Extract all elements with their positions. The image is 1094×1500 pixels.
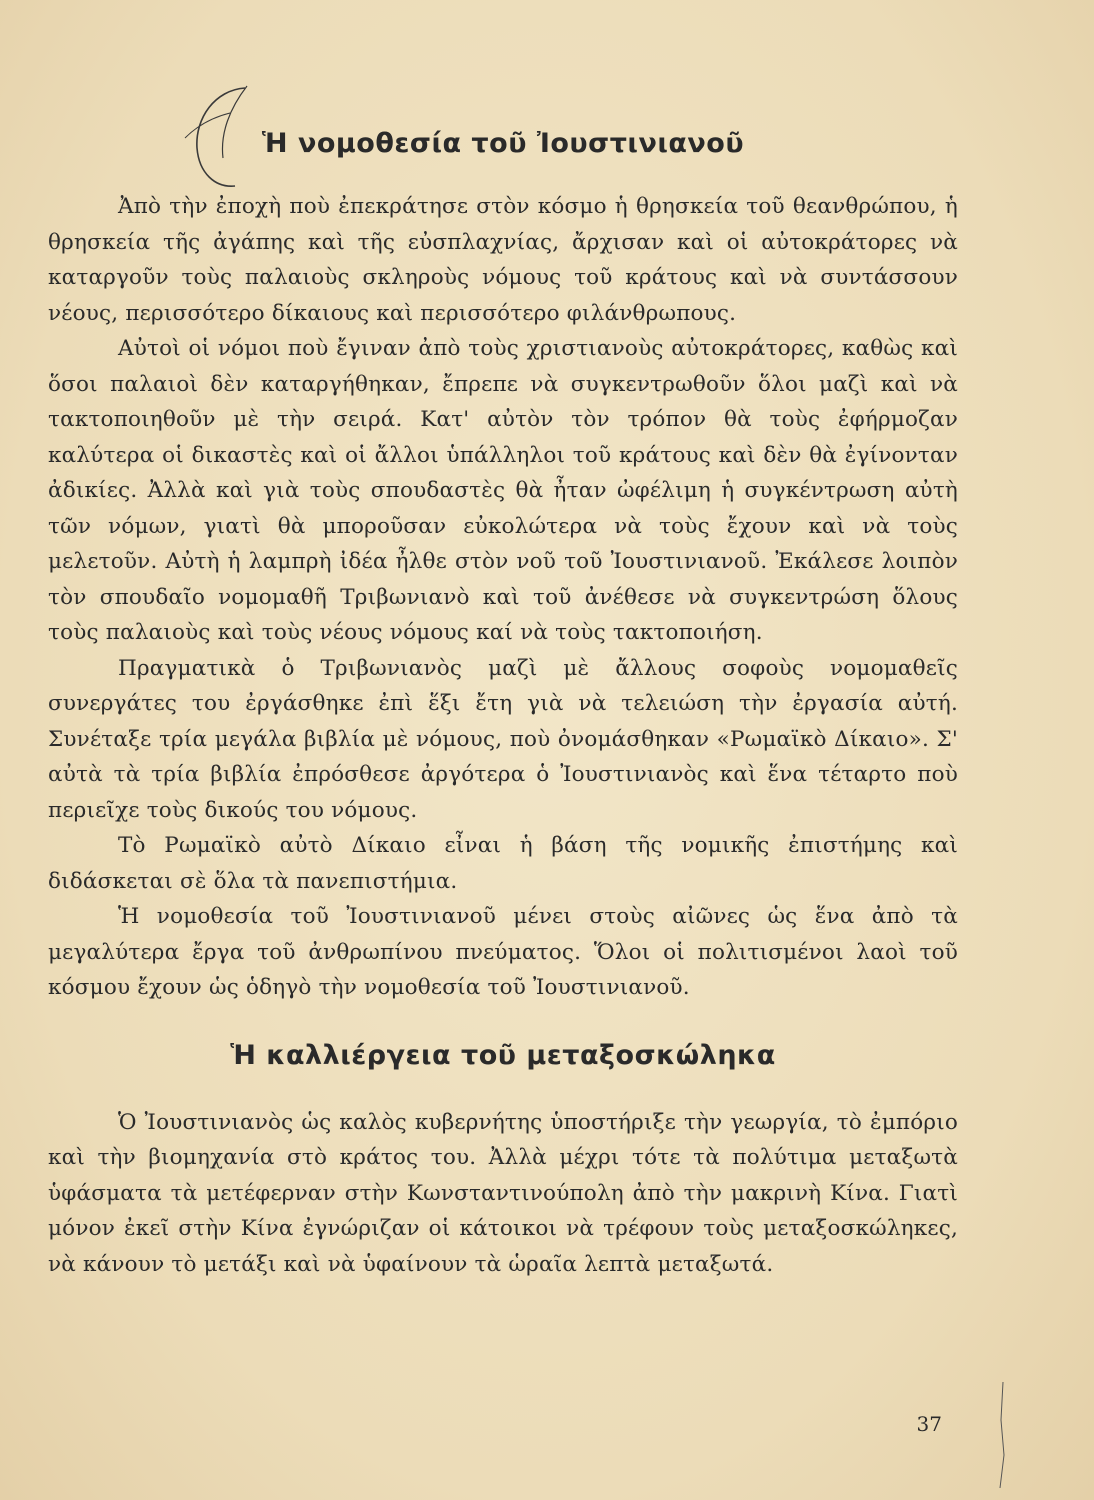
page-number: 37 (916, 1412, 942, 1436)
paragraph: Τὸ Ρωμαϊκὸ αὐτὸ Δίκαιο εἶναι ἡ βάση τῆς νομικῆς ἐπιστήμης καὶ διδάσκεται σὲ ὅλα τὰ πανεπιστήμια. (48, 833, 958, 894)
paragraph: Πραγματικὰ ὁ Τριβωνιανὸς μαζὶ μὲ ἄλλους σοφοὺς νομομαθεῖς συνεργάτες του ἐργάσθηκε ἐπὶ ἕξι ἔτη γιὰ νὰ τελειώση τὴν ἐργασία αὐτή. Συνέταξε τρία μεγάλα βιβλία μὲ νόμους, ποὺ ὀνομάσθηκαν «Ρωμαϊκὸ Δίκαιο». Σ' αὐτὰ τὰ τρία βιβλία ἐπρόσθεσε ἀργότερα ὁ Ἰουστινιανὸς καὶ ἕνα τέταρτο ποὺ περιεῖχε τοὺς δικούς του νόμους. (48, 655, 958, 823)
page-content (48, 128, 958, 1282)
section-title-silkworm: Ἡ καλλιέργεια τοῦ μεταξοσκώληκα (230, 1039, 776, 1071)
margin-pencil-mark (985, 1380, 1025, 1490)
paragraph: Αὐτοὶ οἱ νόμοι ποὺ ἔγιναν ἀπὸ τοὺς χριστιανοὺς αὐτοκράτορες, καθὼς καὶ ὅσοι παλαιοὶ δὲν καταργήθηκαν, ἔπρεπε νὰ συγκεντρωθοῦν ὅλοι μαζὶ καὶ νὰ τακτοποιηθοῦν μὲ τὴν σειρά. Κατ' αὐτὸν τὸν τρόπον θὰ τοὺς ἐφήρμοζαν καλύτερα οἱ δικαστὲς καὶ οἱ ἄλλοι ὑπάλληλοι τοῦ κράτους καὶ δὲν θὰ ἐγίνονταν ἀδικίες. Ἀλλὰ καὶ γιὰ τοὺς σπουδαστὲς θὰ ἦταν ὠφέλιμη ἡ συγκέντρωση αὐτὴ τῶν νόμων, γιατὶ θὰ μποροῦσαν εὐκολώτερα νὰ τοὺς ἔχουν καὶ νὰ τοὺς μελετοῦν. Αὐτὴ ἡ λαμπρὴ ἰδέα ἦλθε στὸν νοῦ τοῦ Ἰουστινιανοῦ. Ἐκάλεσε λοιπὸν τὸν σπουδαῖο νομομαθῆ Τριβωνιανὸ καὶ τοῦ ἀνέθεσε νὰ συγκεντρώση ὅλους τοὺς παλαιοὺς καὶ τοὺς νέους νόμους καί νὰ τοὺς τακτοποιήση. (48, 336, 958, 645)
paragraph: Ἡ νομοθεσία τοῦ Ἰουστινιανοῦ μένει στοὺς αἰῶνες ὡς ἕνα ἀπὸ τὰ μεγαλύτερα ἔργα τοῦ ἀνθρωπίνου πνεύματος. Ὅλοι οἱ πολιτισμένοι λαοὶ τοῦ κόσμου ἔχουν ὡς ὁδηγὸ τὴν νομοθεσία τοῦ Ἰουστινιανοῦ. (48, 904, 958, 1000)
paragraph: Ἀπὸ τὴν ἐποχὴ ποὺ ἐπεκράτησε στὸν κόσμο ἡ θρησκεία τοῦ θεανθρώπου, ἡ θρησκεία τῆς ἀγάπης καὶ τῆς εὐσπλαχνίας, ἄρχισαν καὶ οἱ αὐτοκράτορες νὰ καταργοῦν τοὺς παλαιοὺς σκληροὺς νόμους τοῦ κράτους καὶ νὰ συντάσσουν νέους, περισσότερο δίκαιους καὶ περισσότερο φιλάνθρωπους. (48, 194, 958, 326)
paragraph: Ὁ Ἰουστινιανὸς ὡς καλὸς κυβερνήτης ὑποστήριξε τὴν γεωργία, τὸ ἐμπόριο καὶ τὴν βιομηχανία στὸ κράτος του. Ἀλλὰ μέχρι τότε τὰ πολύτιμα μεταξωτὰ ὑφάσματα τὰ μετέφερναν στὴν Κωνσταντινούπολη ἀπὸ τὴν μακρινὴ Κίνα. Γιατὶ μόνον ἐκεῖ στὴν Κίνα ἐγνώριζαν οἱ κάτοικοι νὰ τρέφουν τοὺς μεταξοσκώληκες, νὰ κάνουν τὸ μετάξι καὶ νὰ ὑφαίνουν τὰ ὡραῖα λεπτὰ μεταξωτά. (48, 1109, 958, 1277)
section-title-legislation: Ἡ νομοθεσία τοῦ Ἰουστινιανοῦ (261, 128, 745, 159)
